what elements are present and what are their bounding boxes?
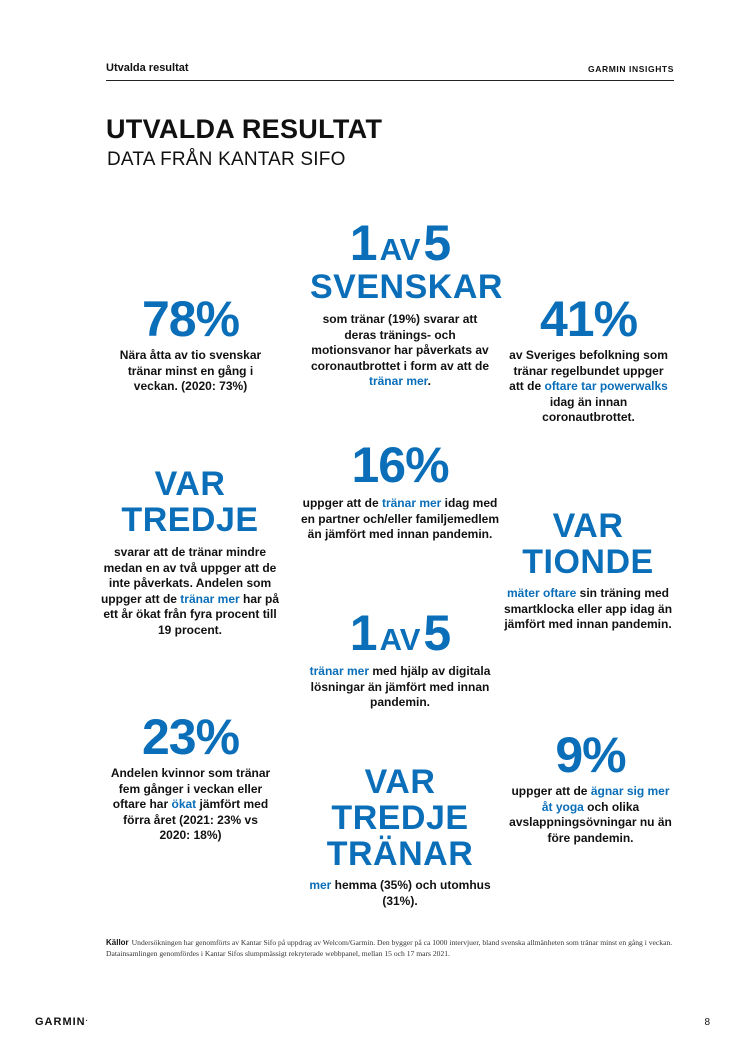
stat-every-tenth — [503, 508, 673, 633]
header-divider — [106, 80, 674, 81]
highlight-text: ägnar sig mer åt yoga — [541, 784, 670, 814]
stat-one-in-five-swedes — [310, 215, 503, 390]
stat-description: Nära åtta av tio svenskar tränar minst en gång i veckan. (2020: 73%) — [119, 348, 262, 393]
stat-16-percent — [300, 437, 500, 543]
stat-description: Andelen kvinnor som tränar fem gånger i veckan eller oftare har ökat jämfört med förra året (2021: 23% vs 2020: 18%) — [110, 766, 271, 842]
stat-word: TRÄNAR — [326, 835, 474, 873]
page-subtitle: DATA FRÅN KANTAR SIFO — [107, 149, 346, 170]
highlight-text: tränar mer — [309, 664, 369, 678]
page-number: 8 — [704, 1017, 710, 1028]
stat-figure: 78% — [141, 291, 240, 347]
stat-word: TREDJE — [331, 799, 469, 837]
stat-av: AV — [379, 232, 421, 267]
stat-word: VAR — [364, 763, 436, 801]
stat-word: VAR — [154, 465, 226, 503]
garmin-logo: GARMIN. — [35, 1016, 88, 1028]
stat-num: 5 — [423, 215, 451, 271]
stat-figure — [310, 215, 490, 271]
stat-description: tränar mer med hjälp av digitala lösningar än jämfört med innan pandemin. — [309, 664, 491, 709]
sources-text: Undersökningen har genomförts av Kantar Sifo på uppdrag av Welcom/Garmin. Den bygger på ca 1000 intervjuer, bland svenska allmänheten som tränar minst en gång i veckan. Datainsamlingen genomfördes i Kantar Sifos slumpmässigt rekryterade webbpanel, mellan 15 och 17 mars 2021. — [106, 938, 673, 958]
stat-figure: 9% — [555, 727, 626, 783]
stat-every-third — [100, 466, 280, 638]
stat-word: TIONDE — [522, 543, 654, 581]
stat-23-percent — [108, 709, 273, 844]
stat-41-percent — [506, 291, 671, 426]
stat-num: 5 — [423, 605, 451, 661]
stat-description: som tränar (19%) svarar att deras tränings- och motionsvanor har påverkats av coronautbrottet i form av att de tränar mer. — [310, 312, 489, 388]
stat-description: uppger att de ägnar sig mer åt yoga och olika avslappningsövningar nu än före pandemin. — [509, 784, 672, 845]
highlight-text: mäter oftare — [506, 586, 577, 600]
stat-word: VAR — [552, 507, 624, 545]
highlight-text: tränar mer — [180, 591, 240, 606]
stat-description: mer hemma (35%) och utomhus (31%). — [309, 878, 491, 908]
stat-description: svarar att de tränar mindre medan en av två uppger att de inte påverkats. Andelen som uppger att de tränar mer har på ett år ökat från fyra procent till 19 procent. — [100, 545, 280, 637]
highlight-text: oftare tar powerwalks — [544, 379, 668, 393]
stat-every-third-trains — [300, 764, 500, 909]
stat-description: av Sveriges befolkning som tränar regelbundet uppger att de oftare tar powerwalks idag än innan coronautbrottet. — [509, 348, 668, 424]
stat-9-percent — [508, 727, 673, 846]
stat-description: mäter oftare sin träning med smartklocka eller app idag än jämfört med innan pandemin. — [503, 586, 673, 631]
stat-figure: 16% — [351, 437, 449, 493]
section-label: Utvalda resultat — [106, 62, 189, 74]
stat-figure: 41% — [539, 291, 638, 347]
brand-label: GARMIN INSIGHTS — [588, 64, 674, 74]
highlight-text: mer — [309, 878, 332, 892]
stat-78-percent — [108, 291, 273, 395]
highlight-text: tränar mer — [368, 374, 428, 388]
stat-one-in-five-digital — [300, 605, 500, 711]
stat-num: 1 — [349, 215, 377, 271]
highlight-text: ökat — [171, 797, 197, 811]
stat-figure: 23% — [141, 709, 240, 765]
stat-word: SVENSKAR — [310, 268, 503, 306]
stat-num: 1 — [349, 605, 377, 661]
stat-word: TREDJE — [121, 501, 259, 539]
stat-figure — [300, 605, 500, 661]
sources-label: Källor — [106, 938, 129, 947]
page-title: UTVALDA RESULTAT — [106, 114, 383, 144]
stat-description: uppger att de tränar mer idag med en partner och/eller familjemedlem än jämfört med innan pandemin. — [300, 496, 500, 541]
sources-note — [106, 938, 676, 959]
highlight-text: tränar mer — [381, 496, 442, 510]
stat-av: AV — [379, 622, 421, 657]
